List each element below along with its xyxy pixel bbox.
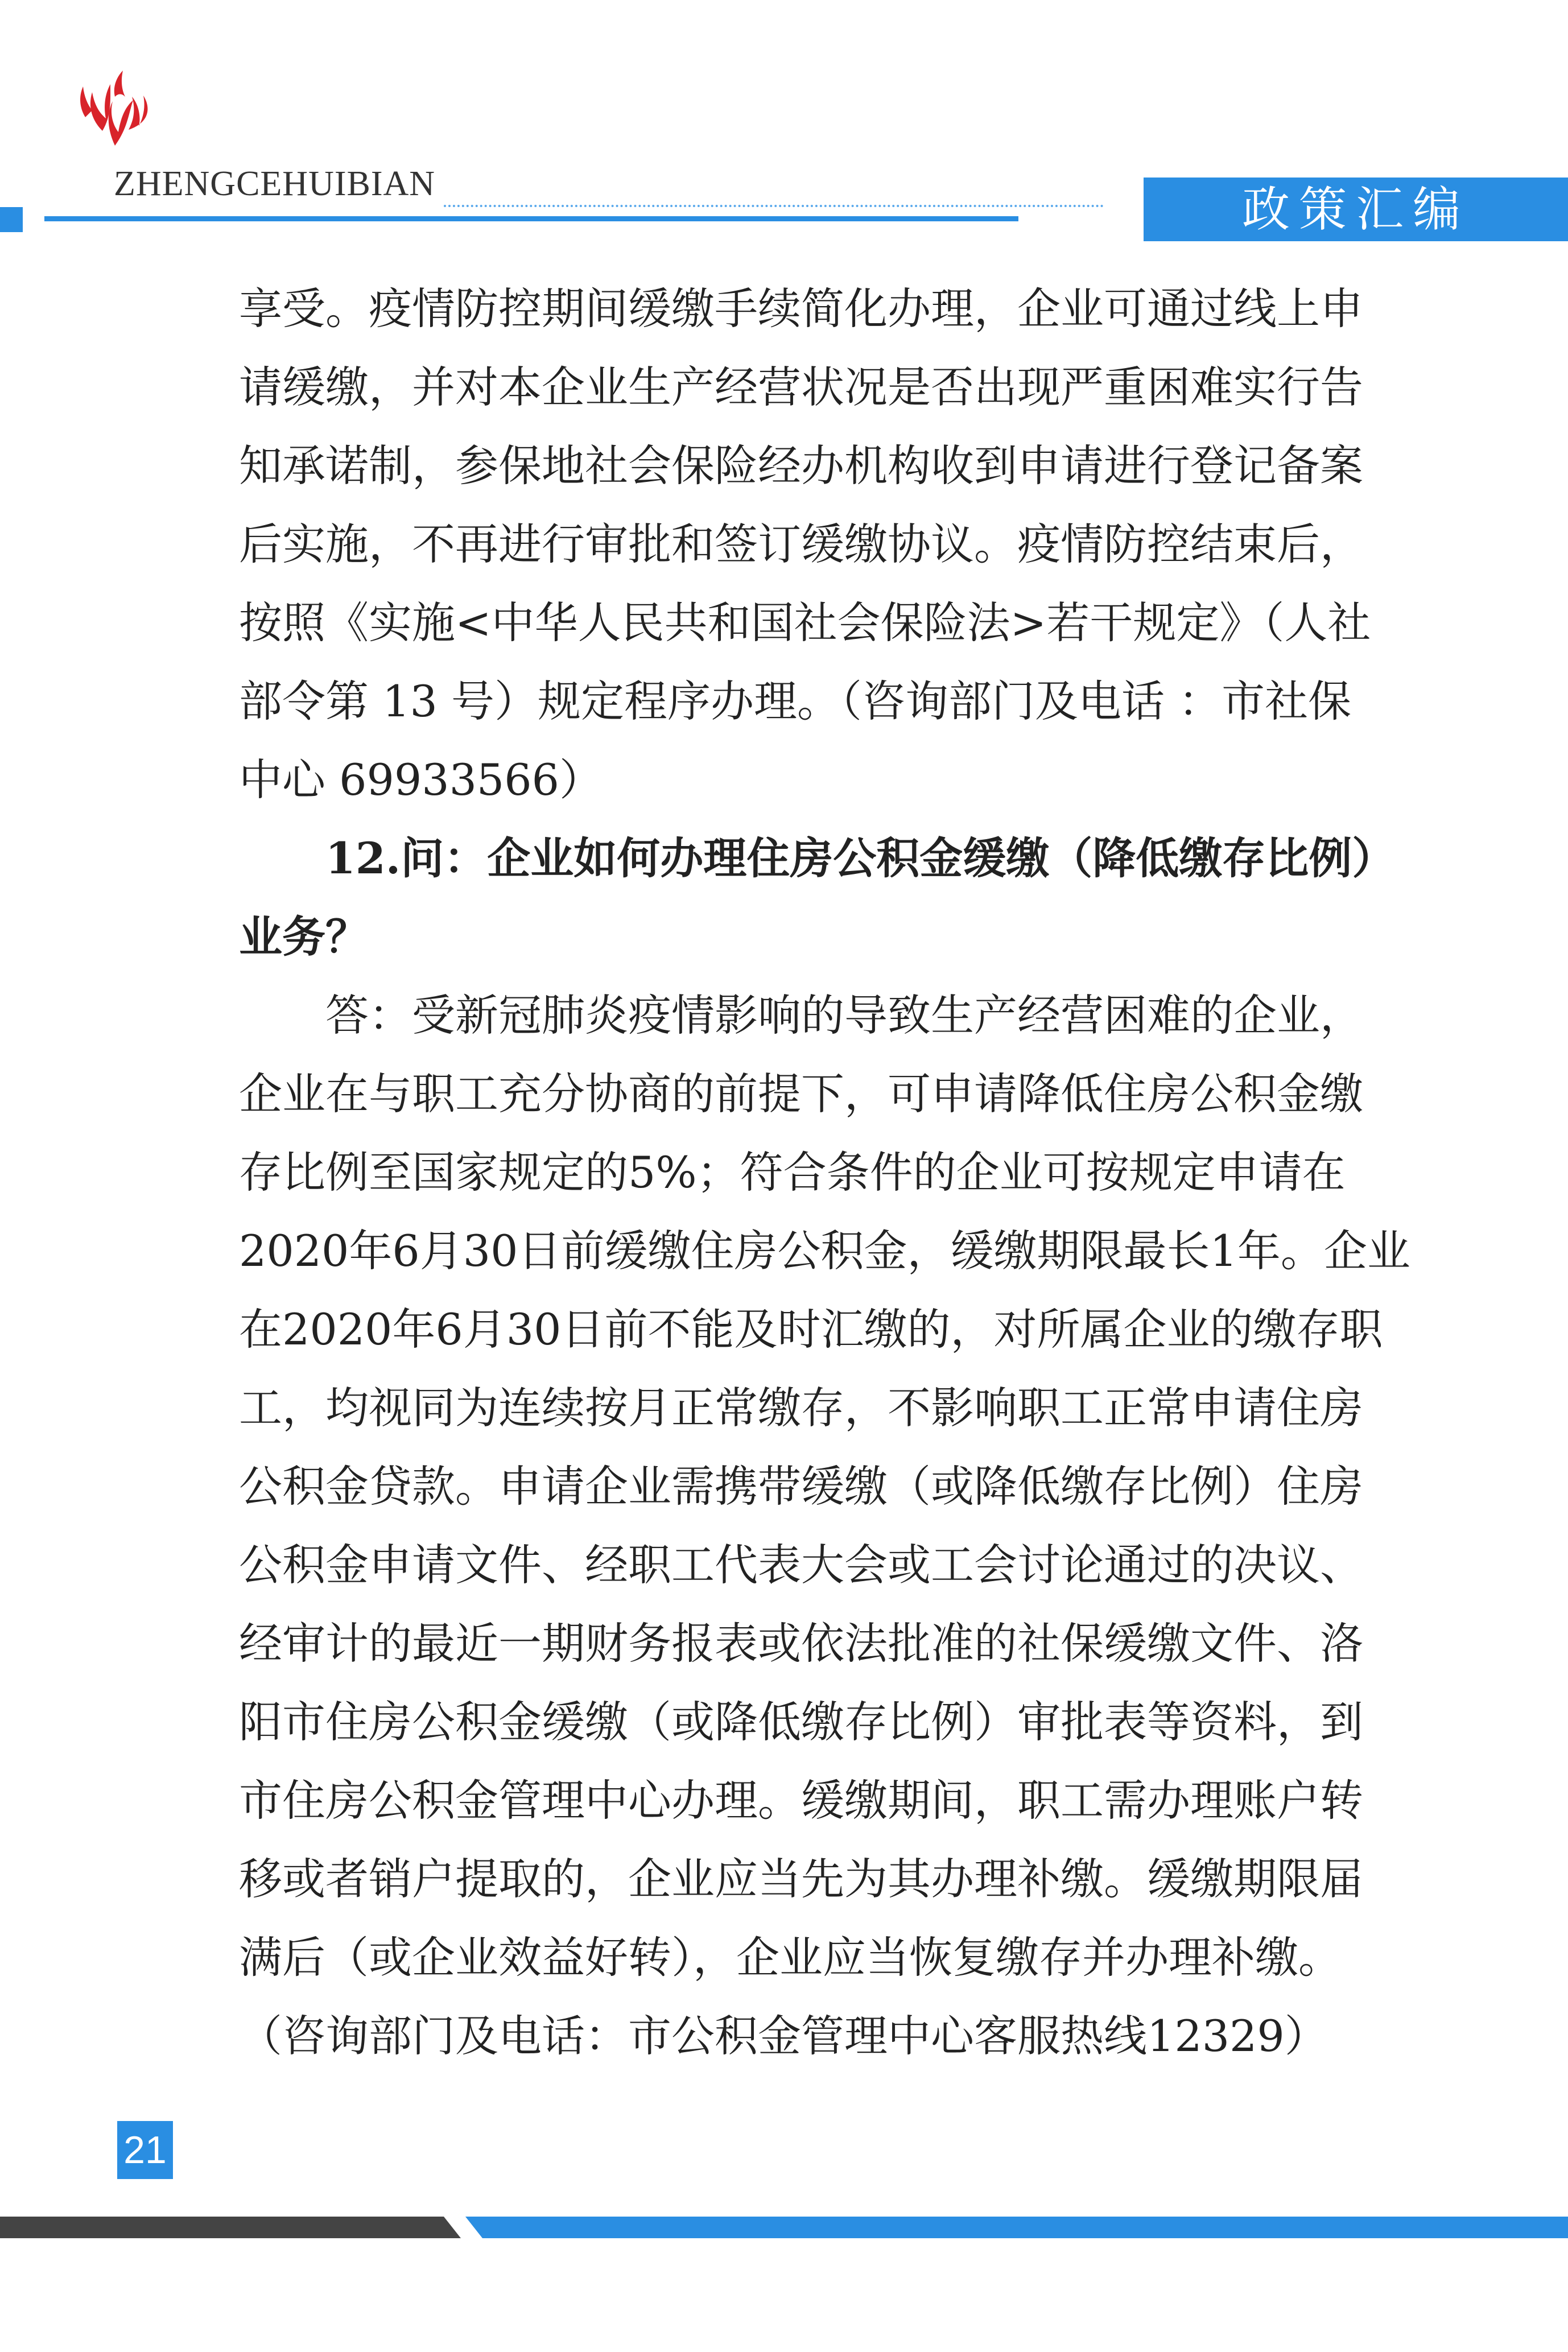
text-line: 按照《实施<中华人民共和国社会保险法>若干规定》（人社: [239, 597, 1371, 648]
text-line: 公积金贷款。申请企业需携带缓缴（或降低缴存比例）住房: [239, 1461, 1363, 1512]
text-line: 知承诺制，参保地社会保险经办机构收到申请进行登记备案: [239, 440, 1363, 491]
text-line: 后实施，不再进行审批和签订缓缴协议。疫情防控结束后，: [239, 519, 1363, 570]
header-pinyin: ZHENGCEHUIBIAN: [114, 164, 436, 203]
text-line: 请缓缴，并对本企业生产经营状况是否出现严重困难实行告: [239, 362, 1363, 412]
text-line: 享受。疫情防控期间缓缴手续简化办理，企业可通过线上申: [239, 283, 1363, 334]
text-line: 满后（或企业效益好转），企业应当恢复缴存并办理补缴。: [239, 1932, 1342, 1983]
text-line: 阳市住房公积金缓缴（或降低缴存比例）审批表等资料，到: [239, 1697, 1363, 1747]
page-content: [239, 270, 1410, 2075]
question-heading: 业务？: [239, 911, 369, 962]
header-title: 政策汇编: [1144, 178, 1568, 241]
text-line: 市住房公积金管理中心办理。缓缴期间，职工需办理账户转: [239, 1775, 1363, 1826]
text-line: 部令第 13 号）规定程序办理。（咨询部门及电话 ：市社保: [239, 676, 1352, 727]
header-rule: [44, 216, 1018, 221]
text-line: 移或者销户提取的，企业应当先为其办理补缴。缓缴期限届: [239, 1854, 1363, 1904]
text-line: 经审计的最近一期财务报表或依法批准的社保缓缴文件、洛: [239, 1618, 1363, 1669]
footer-bar-dark: [0, 2217, 461, 2238]
text-line: 公积金申请文件、经职工代表大会或工会讨论通过的决议、: [239, 1540, 1363, 1590]
text-line: 答：受新冠肺炎疫情影响的导致生产经营困难的企业，: [325, 990, 1363, 1041]
text-line: 存比例至国家规定的5%；符合条件的企业可按规定申请在: [239, 1147, 1346, 1198]
page-number: 21: [117, 2121, 173, 2179]
text-line: 企业在与职工充分协商的前提下，可申请降低住房公积金缴: [239, 1068, 1363, 1119]
question-heading: 12.问：企业如何办理住房公积金缓缴（降低缴存比例）: [325, 833, 1396, 884]
text-line: 2020年6月30日前缓缴住房公积金，缓缴期限最长1年。企业: [239, 1225, 1410, 1276]
text-line: （咨询部门及电话：市公积金管理中心客服热线12329）: [239, 2011, 1328, 2061]
footer-bar-blue: [465, 2217, 1568, 2238]
header-dotted-rule: [444, 205, 1104, 207]
header-accent-square: [0, 207, 23, 232]
text-line: 工，均视同为连续按月正常缴存，不影响职工正常申请住房: [239, 1383, 1363, 1433]
text-line: 在2020年6月30日前不能及时汇缴的，对所属企业的缴存职: [239, 1304, 1383, 1355]
flame-emblem-icon: [75, 67, 155, 147]
text-line: 中心 69933566）: [239, 754, 603, 805]
